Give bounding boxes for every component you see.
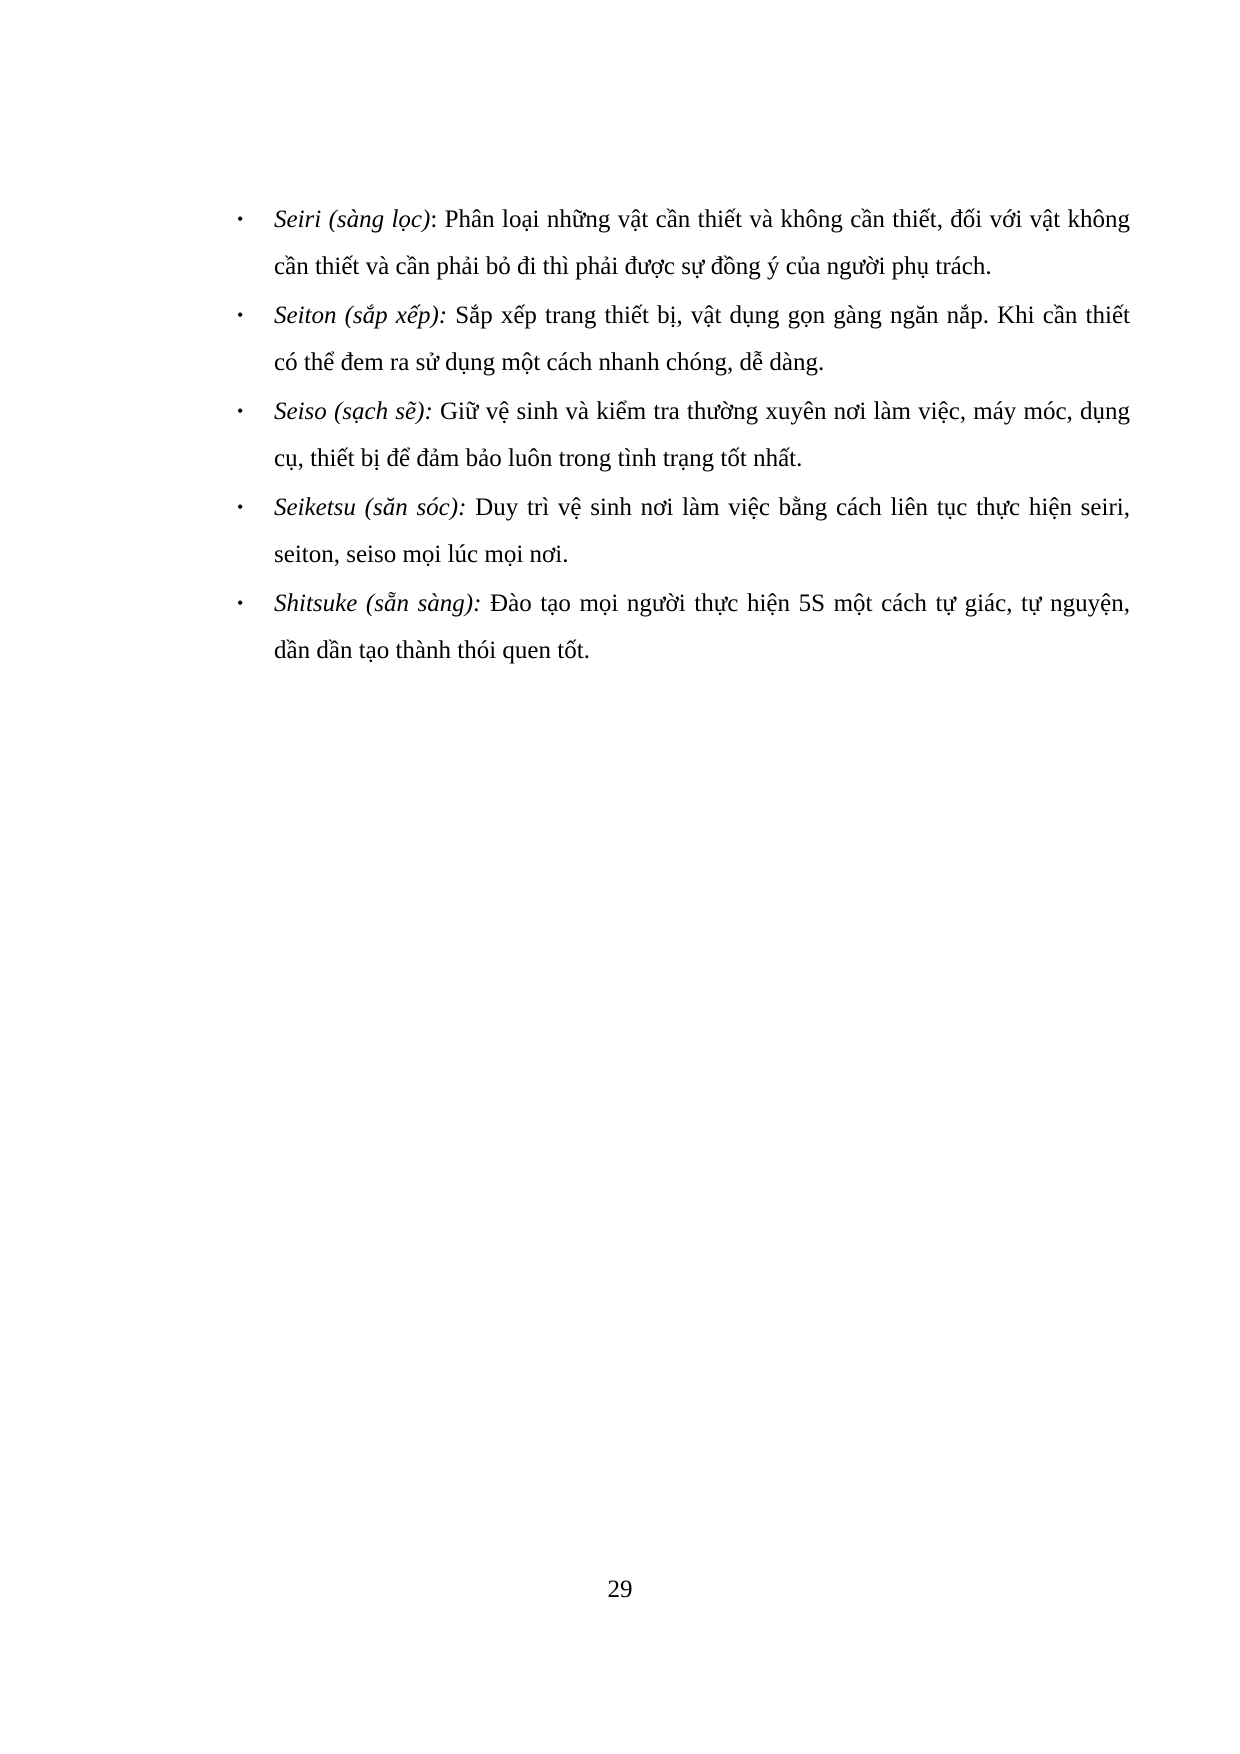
description-seiketsu: Duy trì vệ sinh nơi làm việc bằng cách liên tục thực hiện seiri, seiton, seiso mọi lúc mọi nơi. [274, 494, 1130, 568]
bullet-icon: • [237, 497, 244, 517]
list-item-seiton [235, 292, 1130, 386]
term-seiso: Seiso (sạch sẽ): [274, 398, 433, 425]
description-seiton: Sắp xếp trang thiết bị, vật dụng gọn gàng ngăn nắp. Khi cần thiết có thể đem ra sử dụng một cách nhanh chóng, dễ dàng. [274, 302, 1130, 376]
bullet-icon: • [237, 401, 244, 421]
bullet-list [235, 196, 1130, 676]
list-item-seiri [235, 196, 1130, 290]
bullet-icon: • [237, 209, 244, 229]
term-seiri: Seiri (sàng lọc) [274, 206, 431, 233]
list-item-seiso [235, 388, 1130, 482]
term-shitsuke: Shitsuke (sẵn sàng): [274, 590, 482, 617]
description-shitsuke: Đào tạo mọi người thực hiện 5S một cách tự giác, tự nguyện, dần dần tạo thành thói quen tốt. [274, 590, 1130, 664]
term-separator: : [430, 206, 438, 233]
description-seiri: Phân loại những vật cần thiết và không cần thiết, đối với vật không cần thiết và cần phải bỏ đi thì phải được sự đồng ý của người phụ trách. [274, 206, 1130, 280]
bullet-icon: • [237, 593, 244, 613]
list-item-shitsuke [235, 580, 1130, 674]
bullet-icon: • [237, 305, 244, 325]
term-seiton: Seiton (sắp xếp): [274, 302, 448, 329]
page-number: 29 [607, 1576, 633, 1603]
term-seiketsu: Seiketsu (săn sóc): [274, 494, 467, 521]
list-item-seiketsu [235, 484, 1130, 578]
description-seiso: Giữ vệ sinh và kiểm tra thường xuyên nơi làm việc, máy móc, dụng cụ, thiết bị để đảm bảo luôn trong tình trạng tốt nhất. [274, 398, 1130, 472]
